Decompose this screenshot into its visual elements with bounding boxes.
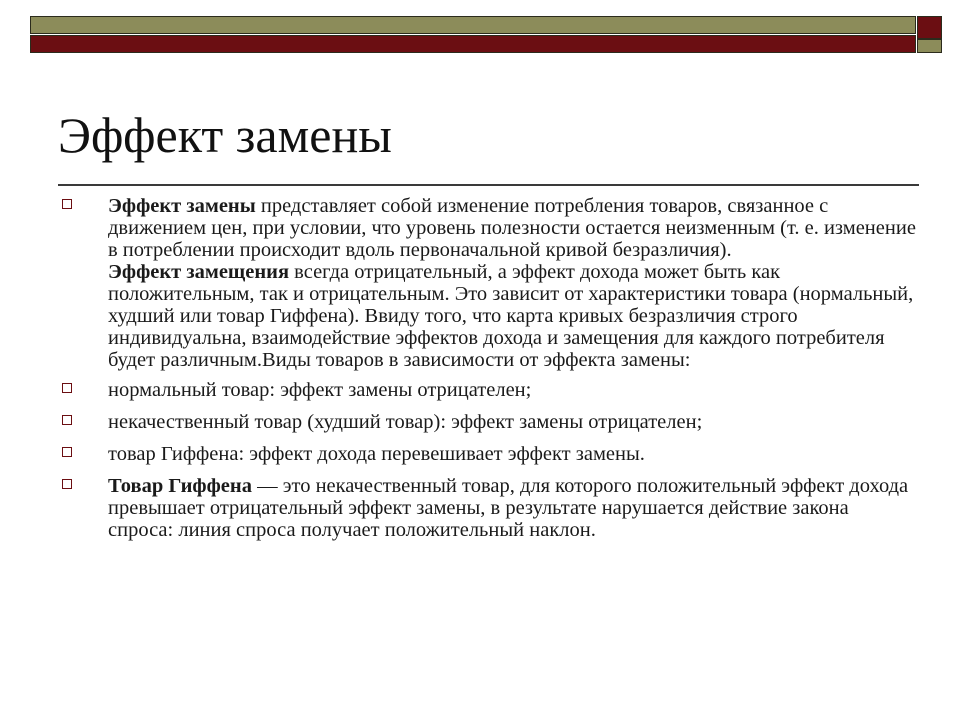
term-bold: Эффект замещения [108,261,290,283]
paragraph-substitution [108,261,918,371]
header-band-olive [30,16,916,34]
list-item-text: некачественный товар (худший товар): эффект замены отрицателен; [108,411,703,433]
term-bold: Эффект замены [108,195,256,217]
list-item-text: — это некачественный товар, для которого положительный эффект дохода превышает отрицательный эффект замены, в результате нарушается действие закона спроса: линия спроса получает положительный наклон. [108,475,909,541]
paragraph-text: всегда отрицательный, а эффект дохода может быть как положительным, так и отрицательным. Это зависит от характеристики товара (нормальный, худший или товар Гиффена). Ввиду того, что карта кривых безразличия строго индивидуальна, взаимодействие эффектов дохода и замещения для каждого потребителя будет различным.Виды товаров в зависимости от эффекта замены: [108,261,914,371]
square-bullet-icon [62,479,72,489]
bullet-list [58,195,918,551]
slide-title: Эффект замены [58,107,392,163]
term-bold: Товар Гиффена [108,475,252,497]
corner-square-maroon [917,16,942,39]
square-bullet-icon [62,383,72,393]
list-item-text: нормальный товар: эффект замены отрицателен; [108,379,532,401]
corner-square-olive [917,39,942,53]
title-divider [58,184,919,186]
list-item [58,195,918,371]
square-bullet-icon [62,447,72,457]
square-bullet-icon [62,199,72,209]
list-item [58,411,918,433]
header-band-maroon [30,35,916,53]
paragraph-text: представляет собой изменение потребления товаров, связанное с движением цен, при условии, что уровень полезности остается неизменным (т. е. изменение в потреблении происходит вдоль первоначальной кривой безразличия). [108,195,916,261]
paragraph-definition [108,195,918,261]
square-bullet-icon [62,415,72,425]
list-item [58,475,918,541]
list-item [58,443,918,465]
list-item-text: товар Гиффена: эффект дохода перевешивает эффект замены. [108,443,645,465]
list-item [58,379,918,401]
